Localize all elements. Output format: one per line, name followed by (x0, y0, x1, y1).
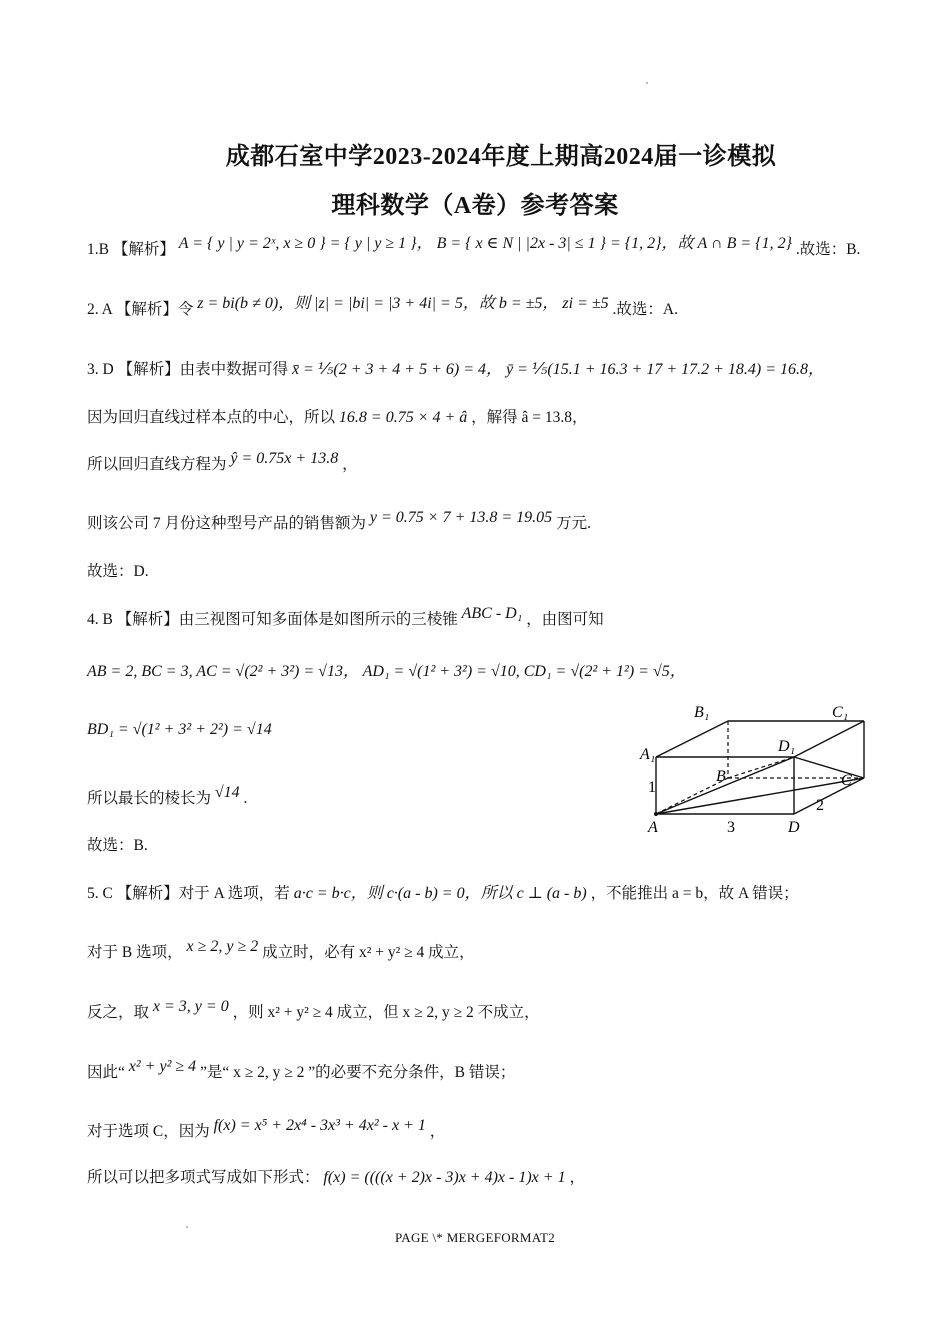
label-b1: B₁ (694, 704, 710, 721)
answer-line-q5b (87, 938, 475, 963)
answer-tail: ”是“ x ≥ 2, y ≥ 2 ”的必要不充分条件，B 错误； (200, 1064, 516, 1081)
formula: x̄ = ⅕(2 + 3 + 4 + 5 + 6) = 4， ȳ = ⅕(15.1 + 16.3 + 17 + 17.2 + 18.4) = 16.8， (291, 361, 825, 378)
cuboid-diagram (636, 700, 866, 840)
page-footer: PAGE \* MERGEFORMAT2 (394, 1230, 556, 1245)
answer-label: 1.B 【解析】 (87, 241, 175, 258)
answer-tail: ，不能推出 a = b，故 A 错误； (590, 885, 799, 902)
answer-line-q4a (87, 605, 604, 630)
label-a1: A₁ (640, 746, 656, 763)
answer-line-q5a (87, 884, 799, 904)
formula: ABC - D₁ (461, 605, 523, 622)
formula: BD₁ = √(1² + 3² + 2²) = √14 (87, 721, 272, 738)
formula: 16.8 = 0.75 × 4 + â (338, 409, 468, 426)
answer-line-q3a (87, 360, 824, 380)
formula: ŷ = 0.75x + 13.8 (230, 450, 339, 467)
label-a: A (648, 819, 658, 836)
answer-line-q3d (87, 509, 591, 534)
answer-tail: ， (429, 1123, 446, 1140)
answer-label: 2. A 【解析】令 (87, 301, 194, 318)
answer-line-q3e (87, 562, 149, 582)
label-depth: 2 (816, 797, 824, 814)
answer-tail: .故选：B. (795, 241, 861, 258)
formula: z = bi(b ≠ 0)，则 |z| = |bi| = |3 + 4i| = 5，故 b = ±5， zi = ±5 (197, 295, 609, 312)
answer-line-q5e (87, 1117, 446, 1142)
label-d1: D₁ (778, 738, 796, 755)
answer-line-q5c (87, 998, 540, 1023)
answer-tail: . (243, 790, 248, 807)
formula: x ≥ 2, y ≥ 2 (186, 938, 259, 955)
answer-line-q1 (87, 235, 861, 260)
answer-label: 因为回归直线过样本点的中心，所以 (87, 409, 336, 426)
formula: A = { y | y = 2ˣ, x ≥ 0 } = { y | y ≥ 1 }， B = { x ∈ N | |2x - 3| ≤ 1 } = {1, 2}，故 A ∩ B = {1, 2} (178, 235, 792, 252)
answer-label: 所以回归直线方程为 (87, 456, 227, 473)
label-height: 1 (648, 779, 656, 796)
answer-label: 故选：D. (87, 563, 149, 580)
formula: x = 3, y = 0 (152, 998, 229, 1015)
vertex-a-dot (654, 812, 658, 816)
answer-tail: 万元. (556, 515, 591, 532)
answer-tail: ， (342, 456, 358, 473)
answer-tail: ，则 x² + y² ≥ 4 成立，但 x ≥ 2, y ≥ 2 不成立， (232, 1004, 540, 1021)
edge-a-c (656, 778, 864, 814)
edge-d1-c-solid (794, 757, 864, 778)
label-c1: C₁ (832, 704, 849, 721)
answer-line-q3c (87, 450, 358, 475)
label-length: 3 (727, 819, 735, 836)
formula: f(x) = x⁵ + 2x⁴ - 3x³ + 4x² - x + 1 (213, 1117, 426, 1134)
answer-label: 5. C 【解析】对于 A 选项，若 (87, 885, 290, 902)
edge-a1-b1 (656, 721, 728, 757)
label-d: D (788, 819, 800, 836)
answer-label: 4. B 【解析】由三视图可知多面体是如图所示的三棱锥 (87, 611, 458, 628)
answer-label: 所以最长的棱长为 (87, 790, 212, 807)
formula: x² + y² ≥ 4 (128, 1058, 197, 1075)
label-b: B (716, 768, 726, 785)
label-c: C (841, 772, 852, 789)
answer-label: 反之，取 (87, 1004, 150, 1021)
answer-label: 则该公司 7 月份这种型号产品的销售额为 (87, 515, 367, 532)
document-title: 成都石室中学2023-2024年度上期高2024届一诊模拟 (225, 144, 777, 170)
answer-label: 故选：B. (87, 837, 148, 854)
answer-tail: ，解得 â = 13.8， (471, 409, 588, 426)
document-subtitle: 理科数学（A卷）参考答案 (331, 193, 619, 219)
answer-label: 所以可以把多项式写成如下形式： (87, 1169, 320, 1186)
answer-line-q2 (87, 295, 678, 320)
edge-b-d1-hidden (728, 757, 794, 778)
answer-tail: 成立时，必有 x² + y² ≥ 4 成立， (262, 944, 475, 961)
formula: f(x) = ((((x + 2)x - 3)x + 4)x - 1)x + 1 (323, 1169, 566, 1186)
answer-line-q4e (87, 836, 148, 856)
answer-label: 对于选项 C，因为 (87, 1123, 210, 1140)
speck (646, 82, 648, 84)
edge-d1-c1 (794, 721, 864, 757)
answer-label: 对于 B 选项， (87, 944, 183, 961)
answer-tail: .故选：A. (612, 301, 678, 318)
answer-line-q4d (87, 784, 248, 809)
answer-tail: ， (569, 1169, 585, 1186)
formula: y = 0.75 × 7 + 13.8 = 19.05 (369, 509, 553, 526)
answer-line-q5d (87, 1058, 516, 1083)
answer-label: 3. D 【解析】由表中数据可得 (87, 361, 289, 378)
answer-line-q5f (87, 1168, 585, 1188)
formula: a·c = b·c，则 c·(a - b) = 0，所以 c ⊥ (a - b) (293, 885, 587, 902)
formula: AB = 2, BC = 3, AC = √(2² + 3²) = √13， AD₁ = √(1² + 3²) = √10, CD₁ = √(2² + 1²) = √5， (87, 663, 686, 680)
answer-label: 因此“ (87, 1064, 125, 1081)
answer-tail: ，由图可知 (526, 611, 604, 628)
answer-line-q4c (87, 720, 272, 740)
answer-line-q3b (87, 408, 588, 428)
answer-line-q4b (87, 662, 686, 682)
formula: √14 (214, 784, 240, 801)
speck (186, 1226, 188, 1228)
edge-a-d1 (656, 757, 794, 814)
cuboid-figure (636, 700, 866, 840)
